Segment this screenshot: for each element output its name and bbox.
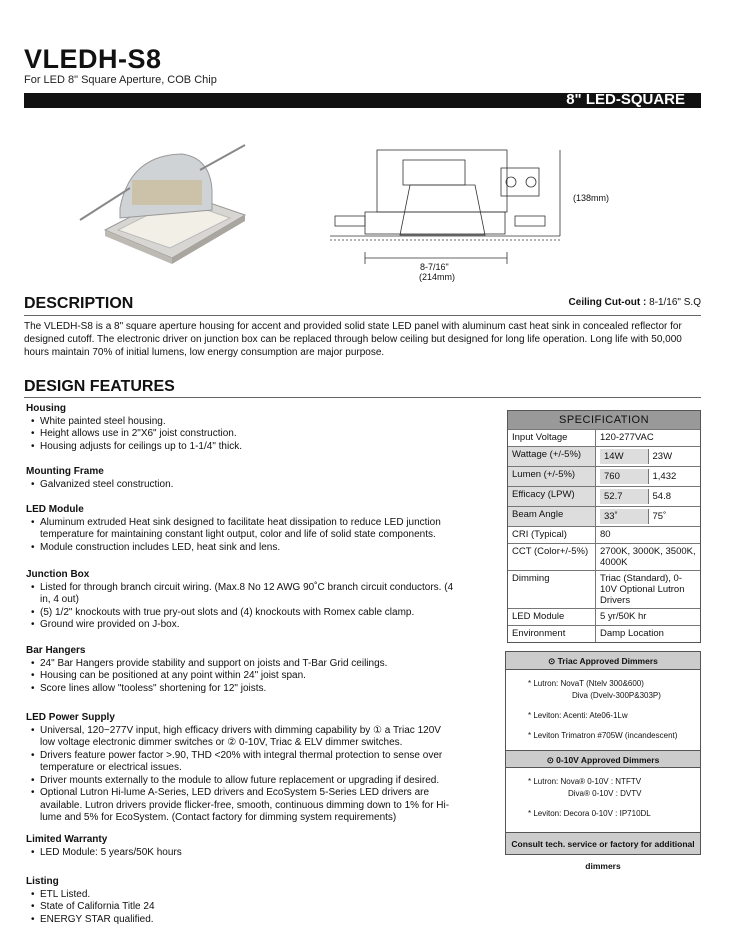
list-item: * Lutron: NovaT (Ntelv 300&600) [528,679,644,688]
ceiling-cutout: Ceiling Cut-out : 8-1/16" S.Q [568,297,701,308]
product-subtitle: For LED 8" Square Aperture, COB Chip [24,74,217,86]
feature-led-module: LED Module • Aluminum extruded Heat sink designed to facilitate heat dissipation to reduce LED junction temperature for maintaining constant light output, color and life of solid state components. • Module construction includes LED, heat sink and lens. [26,504,456,554]
feature-warranty: Limited Warranty • LED Module: 5 years/50K hours [26,834,456,859]
divider [24,397,701,398]
list-item: Diva® 0-10V : DVTV [568,789,642,798]
description-text: The VLEDH-S8 is a 8" square aperture housing for accent and provided solid state LED panel with aluminum cast heat sink in concealed reflector for designed cutoff. The electronic driver on junction box can be replaced through below ceiling but designed for long life operation. Long life with 50,000 hours maintain 70% of initial lumens, low energy consumption are major purpose. [24,321,682,358]
feature-led-power-supply: LED Power Supply • Universal, 120~277V input, high efficacy drivers with dimming capability by ① a Triac 120V low voltage electronic dimmer switches or ② 0-10V, Triac & ELV dimmer switches. • Drivers feature power factor >.90, THD <20% with integral thermal protection to sense over temperature or electrical issues. • Driver mounts externally to the module to allow future replacement or upgrading if desired. • Optional Lutron Hi-lume A-Series, LED drivers and EcoSystem 5-Series LED drivers are available. Lutron drivers provide flicker-free, smooth, continuous dimming down to 1% for Hi-lume and 5% for EcoSystem. (Contact factory for dimming system requirements) [26,712,456,825]
specification-table [507,410,701,643]
circle-icon: ⊙ [546,755,557,765]
width-dimension: 8-7/16" [420,262,449,272]
approved-dimmers-box [505,651,701,871]
height-dimension: (138mm) [573,193,610,203]
product-photo [70,140,250,280]
category-bar [24,93,701,108]
category-label: 8" LED-SQUARE [566,91,685,108]
table-row: Dimming Triac (Standard), 0-10V Optional Lutron Drivers [508,570,700,608]
feature-junction-box: Junction Box • Listed for through branch circuit wiring. (Max.8 No 12 AWG 90˚C branch circuit conductors. (4 in, 4 out) • (5) 1/2" knockouts with true pry-out slots and (4) knockouts with Romex cable clamp. • Ground wire provided on J-box. [26,569,456,632]
table-row: Efficacy (LPW) 52.7 54.8 [508,486,700,506]
list-item: * Leviton: Decora 0-10V : IP710DL [528,809,651,818]
table-row: CRI (Typical) 80 [508,526,700,543]
list-item: * Leviton: Acenti: Ate06-1Lw [528,711,628,720]
feature-listing: Listing • ETL Listed. • State of California Title 24 • ENERGY STAR qualified. [26,876,456,926]
divider [24,315,701,316]
feature-housing: Housing • White painted steel housing. • Height allows use in 2"X6" joist construction. • Housing adjusts for ceilings up to 1-1/4" thick. [26,403,456,453]
feature-mounting-frame: Mounting Frame • Galvanized steel construction. [26,466,456,491]
table-row: Wattage (+/-5%) 14W 23W [508,446,700,466]
spec-title: SPECIFICATION [508,411,700,429]
table-row: Input Voltage 120-277VAC [508,429,700,446]
dimmers-footer: Consult tech. service or factory for additional dimmers [506,832,700,854]
description-heading: DESCRIPTION [24,295,134,312]
list-item: * Leviton Trimatron #705W (incandescent) [528,731,678,740]
table-row: Beam Angle 33˚ 75˚ [508,506,700,526]
v010-dimmers-heading: ⊙ 0-10V Approved Dimmers [506,750,700,768]
width-dimension-mm: (214mm) [419,272,456,282]
list-item: * Lutron: Nova® 0-10V : NTFTV [528,777,642,786]
table-row: LED Module 5 yr/50K hr [508,608,700,625]
circle-icon: ⊙ [548,656,558,666]
feature-bar-hangers: Bar Hangers • 24" Bar Hangers provide stability and support on joists and T-Bar Grid ceilings. • Housing can be positioned at any point within 24" joist span. • Score lines allow "tooless" shortening for 12" joists. [26,645,456,695]
table-row: Environment Damp Location [508,625,700,642]
table-row: Lumen (+/-5%) 760 1,432 [508,466,700,486]
product-title: VLEDH-S8 [24,44,162,74]
triac-dimmers-heading: ⊙ Triac Approved Dimmers [506,652,700,670]
design-features-heading: DESIGN FEATURES [24,378,175,395]
table-row: CCT (Color+/-5%) 2700K, 3000K, 3500K, 4000K [508,543,700,570]
list-item: Diva (Dvelv-300P&303P) [572,691,661,700]
